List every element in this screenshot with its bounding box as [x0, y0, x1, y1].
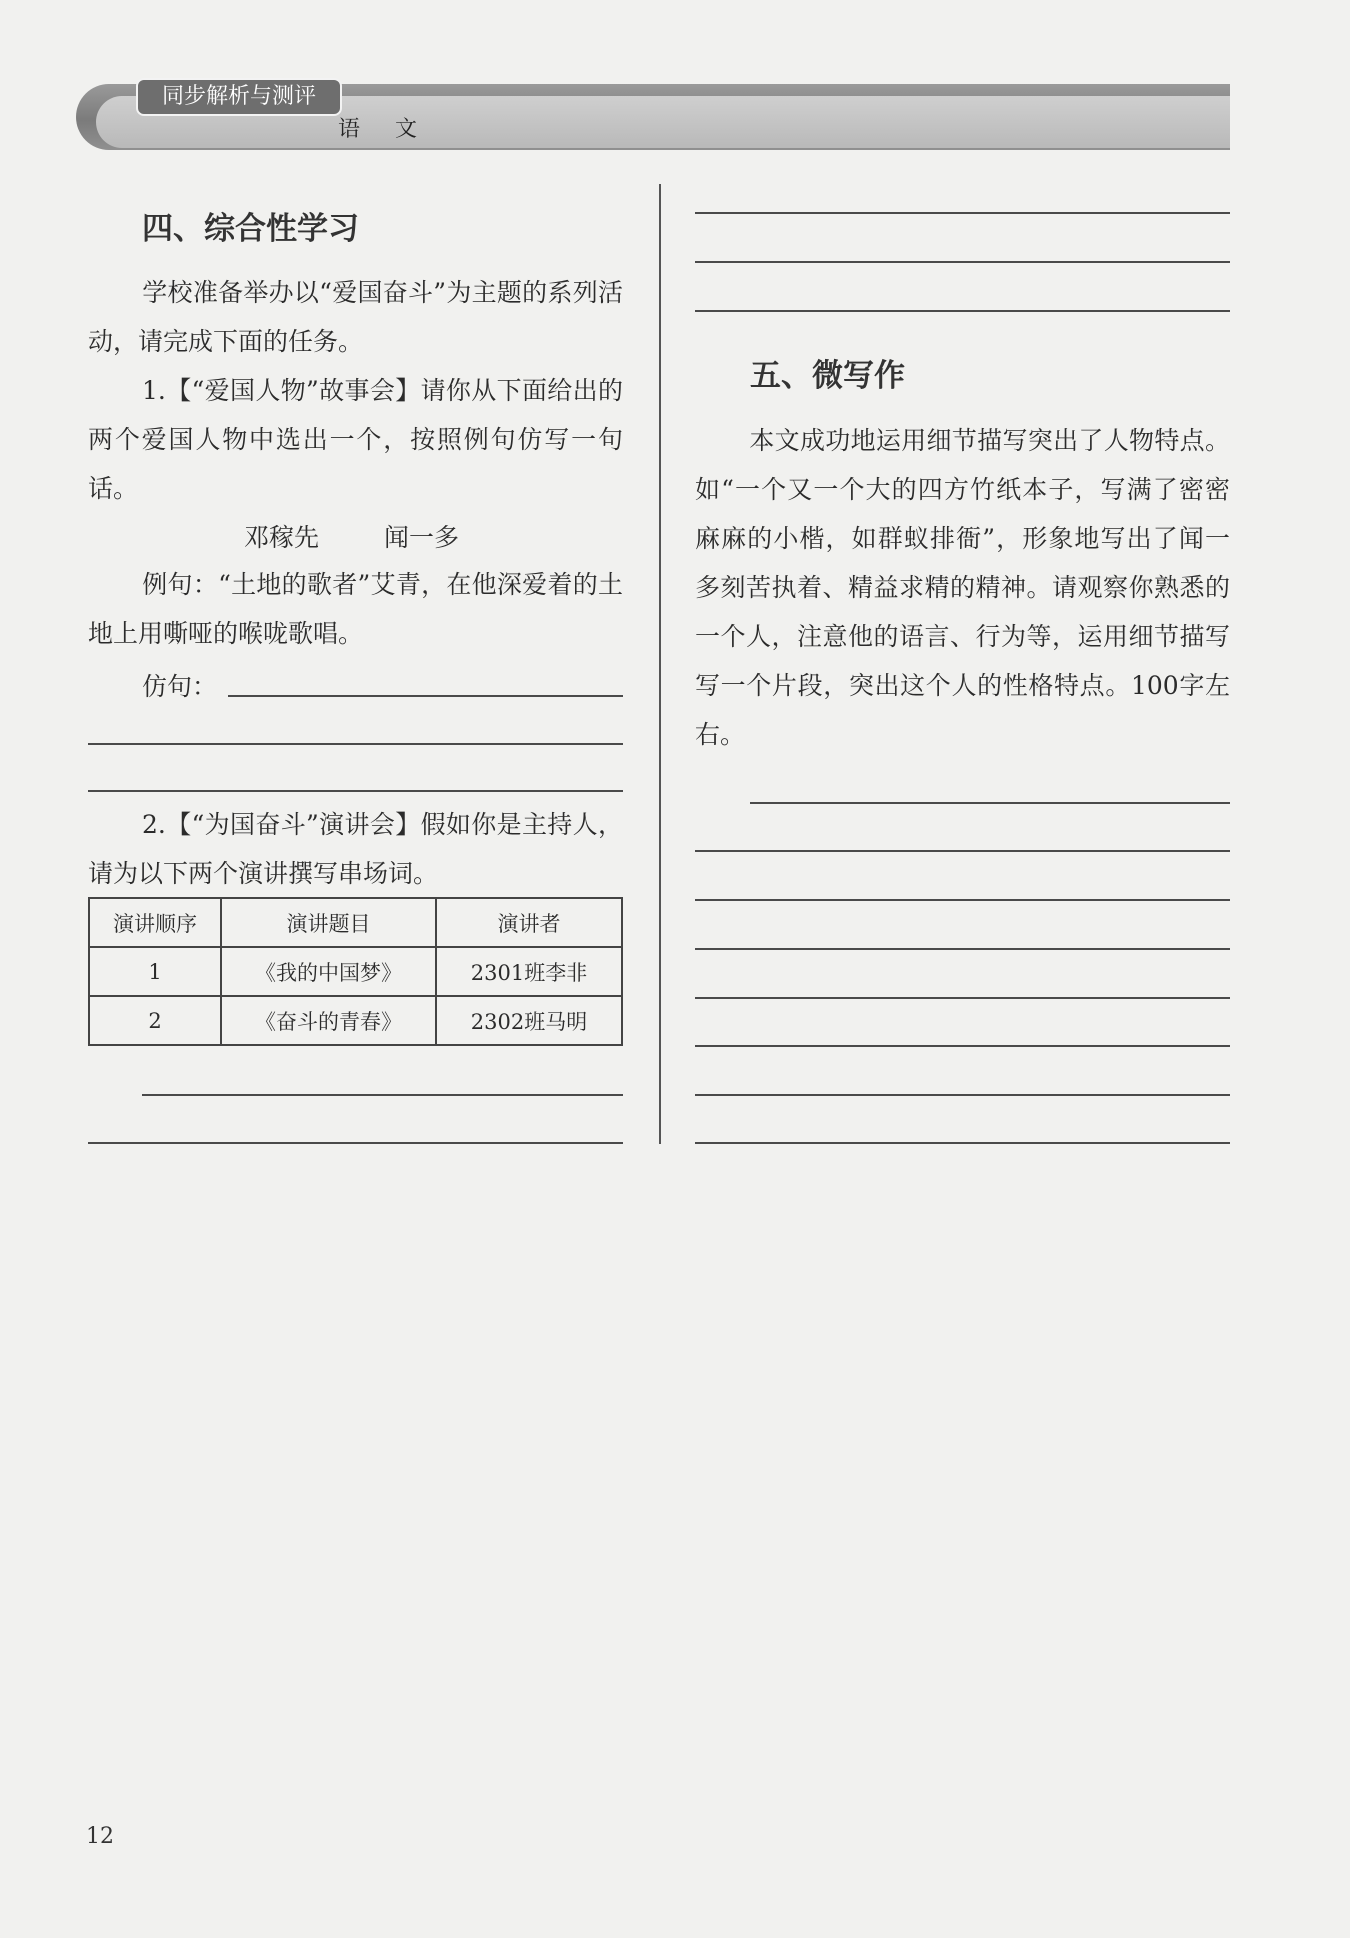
- writing-line-5[interactable]: [695, 997, 1230, 999]
- task-2-prompt: 2.【“为国奋斗”演讲会】假如你是主持人，请为以下两个演讲撰写串场词。: [88, 810, 623, 888]
- writing-line-1[interactable]: [750, 802, 1230, 804]
- column-divider: [659, 184, 661, 1144]
- writing-line-7[interactable]: [695, 1094, 1230, 1096]
- section-5-title: 五、微写作: [750, 358, 905, 394]
- continued-answer-line-1[interactable]: [695, 212, 1230, 214]
- transition-answer-line-1[interactable]: [142, 1094, 623, 1096]
- table-cell-speaker: 2302班马明: [436, 996, 622, 1045]
- imitation-answer-line-3[interactable]: [88, 790, 623, 792]
- writing-line-2[interactable]: [695, 850, 1230, 852]
- person-option-2: 闻一多: [384, 523, 460, 552]
- section-5-prompt: 本文成功地运用细节描写突出了人物特点。如“一个又一个大的四方竹纸本子，写满了密密麻麻的小楷，如群蚁排衙”，形象地写出了闻一多刻苦执着、精益求精的精神。请观察你熟悉的一个人，注意他的语言、行为等，运用细节描写写一个片段，突出这个人的性格特点。100字左右。: [695, 426, 1230, 749]
- imitation-answer-line-1[interactable]: [228, 695, 623, 697]
- imitation-answer-line-2[interactable]: [88, 743, 623, 745]
- table-cell-title: 《奋斗的青春》: [221, 996, 436, 1045]
- table-cell-order: 1: [89, 947, 221, 996]
- table-header-title: 演讲题目: [221, 898, 436, 947]
- continued-answer-line-2[interactable]: [695, 261, 1230, 263]
- section-4-title: 四、综合性学习: [142, 211, 359, 247]
- table-header-row: [89, 898, 622, 947]
- writing-line-3[interactable]: [695, 899, 1230, 901]
- person-option-1: 邓稼先: [244, 523, 320, 552]
- table-cell-title: 《我的中国梦》: [221, 947, 436, 996]
- task-1-prompt: 1.【“爱国人物”故事会】请你从下面给出的两个爱国人物中选出一个，按照例句仿写一句话。: [88, 376, 623, 503]
- continued-answer-line-3[interactable]: [695, 310, 1230, 312]
- writing-line-8[interactable]: [695, 1142, 1230, 1144]
- series-badge: 同步解析与测评: [136, 78, 342, 116]
- transition-answer-line-2[interactable]: [88, 1142, 623, 1144]
- writing-line-4[interactable]: [695, 948, 1230, 950]
- table-header-speaker: 演讲者: [436, 898, 622, 947]
- speech-table: [88, 897, 623, 1046]
- table-cell-order: 2: [89, 996, 221, 1045]
- section-4-intro: 学校准备举办以“爱国奋斗”为主题的系列活动，请完成下面的任务。: [88, 278, 623, 356]
- page-number: 12: [86, 1824, 114, 1849]
- table-row: [89, 996, 622, 1045]
- example-sentence: 例句：“土地的歌者”艾青，在他深爱着的土地上用嘶哑的喉咙歌唱。: [88, 570, 623, 648]
- subject-label: 语 文: [338, 117, 431, 142]
- writing-line-6[interactable]: [695, 1045, 1230, 1047]
- table-header-order: 演讲顺序: [89, 898, 221, 947]
- table-row: [89, 947, 622, 996]
- imitation-label: 仿句：: [142, 672, 218, 701]
- table-cell-speaker: 2301班李非: [436, 947, 622, 996]
